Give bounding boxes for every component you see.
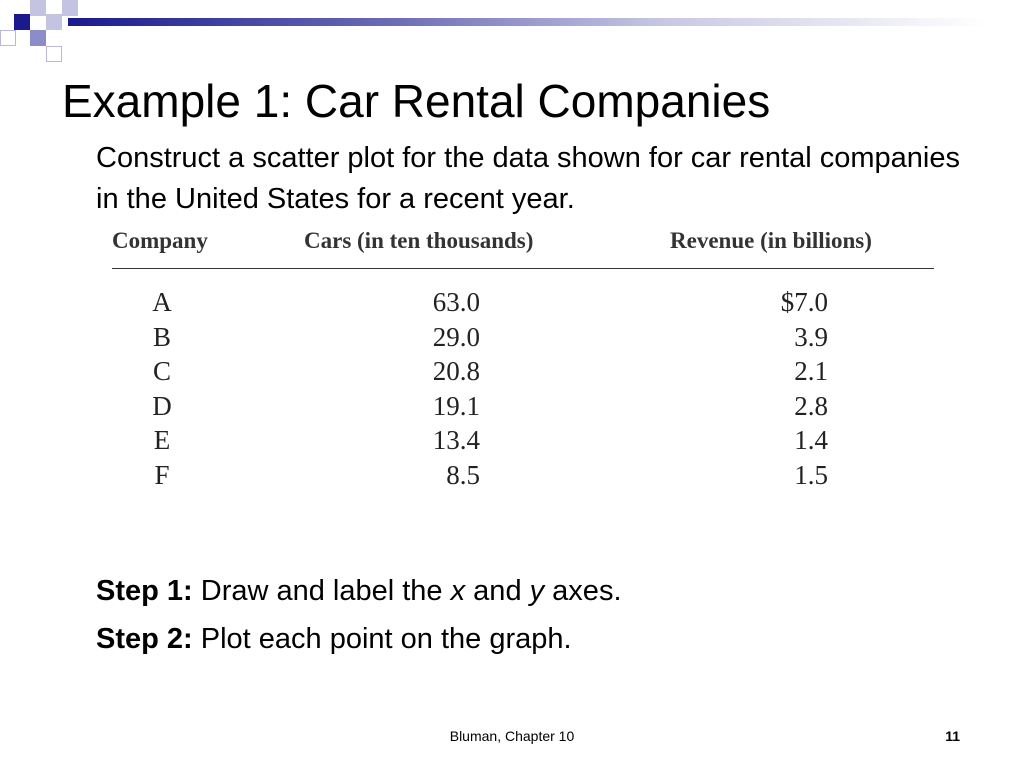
cell-revenue: $7.0	[780, 287, 828, 317]
step-1	[96, 573, 622, 609]
cell-company: C	[152, 356, 171, 386]
table-row	[112, 354, 934, 389]
decorative-square	[46, 14, 62, 30]
cell-cars: 63.0	[432, 287, 480, 317]
footer-text: Bluman, Chapter 10	[449, 728, 575, 744]
step-1-and: and	[465, 575, 530, 607]
cell-revenue: 2.8	[794, 390, 828, 421]
step-2	[96, 621, 572, 657]
decorative-square	[30, 0, 46, 16]
table-body	[112, 269, 934, 492]
table-row	[112, 458, 934, 493]
table-row	[112, 389, 934, 424]
cell-revenue: 1.5	[794, 459, 828, 490]
step-1-text: Draw and label the	[192, 575, 451, 607]
step-1-x: x	[450, 575, 466, 607]
cell-company: A	[152, 287, 172, 317]
cell-cars: 29.0	[432, 321, 480, 352]
slide-title: Example 1: Car Rental Companies	[62, 75, 771, 127]
step-2-text: Plot each point on the graph.	[192, 623, 572, 655]
cell-company: D	[152, 390, 172, 421]
cell-cars: 8.5	[446, 459, 480, 490]
header-company: Company	[112, 228, 208, 253]
cell-company: E	[153, 425, 171, 455]
cell-revenue: 2.1	[794, 356, 828, 386]
title-accent-bar	[68, 18, 988, 26]
cell-cars: 20.8	[432, 356, 480, 386]
cell-revenue: 3.9	[794, 321, 828, 352]
table-row	[112, 320, 934, 355]
decorative-square	[46, 46, 62, 62]
step-1-text-end: axes.	[544, 575, 622, 607]
header-revenue: Revenue (in billions)	[670, 228, 872, 253]
cell-cars: 13.4	[432, 425, 480, 455]
cell-company: B	[152, 321, 171, 352]
table-row	[112, 285, 934, 320]
step-2-label: Step 2:	[96, 623, 193, 655]
data-table	[112, 224, 934, 492]
table-row	[112, 423, 934, 458]
page-number: 11	[945, 728, 960, 744]
decorative-square	[14, 14, 30, 30]
decorative-square	[30, 30, 46, 46]
intro-text: Construct a scatter plot for the data shown for car rental companies in the United States for a recent year.	[96, 142, 960, 215]
decorative-square	[0, 30, 16, 46]
step-1-y: y	[529, 575, 545, 607]
cell-cars: 19.1	[432, 390, 480, 421]
cell-company: F	[154, 459, 170, 490]
header-cars: Cars (in ten thousands)	[304, 228, 534, 253]
table-header	[112, 224, 934, 268]
step-1-label: Step 1:	[96, 575, 193, 607]
decorative-square	[62, 0, 78, 16]
cell-revenue: 1.4	[794, 425, 828, 455]
